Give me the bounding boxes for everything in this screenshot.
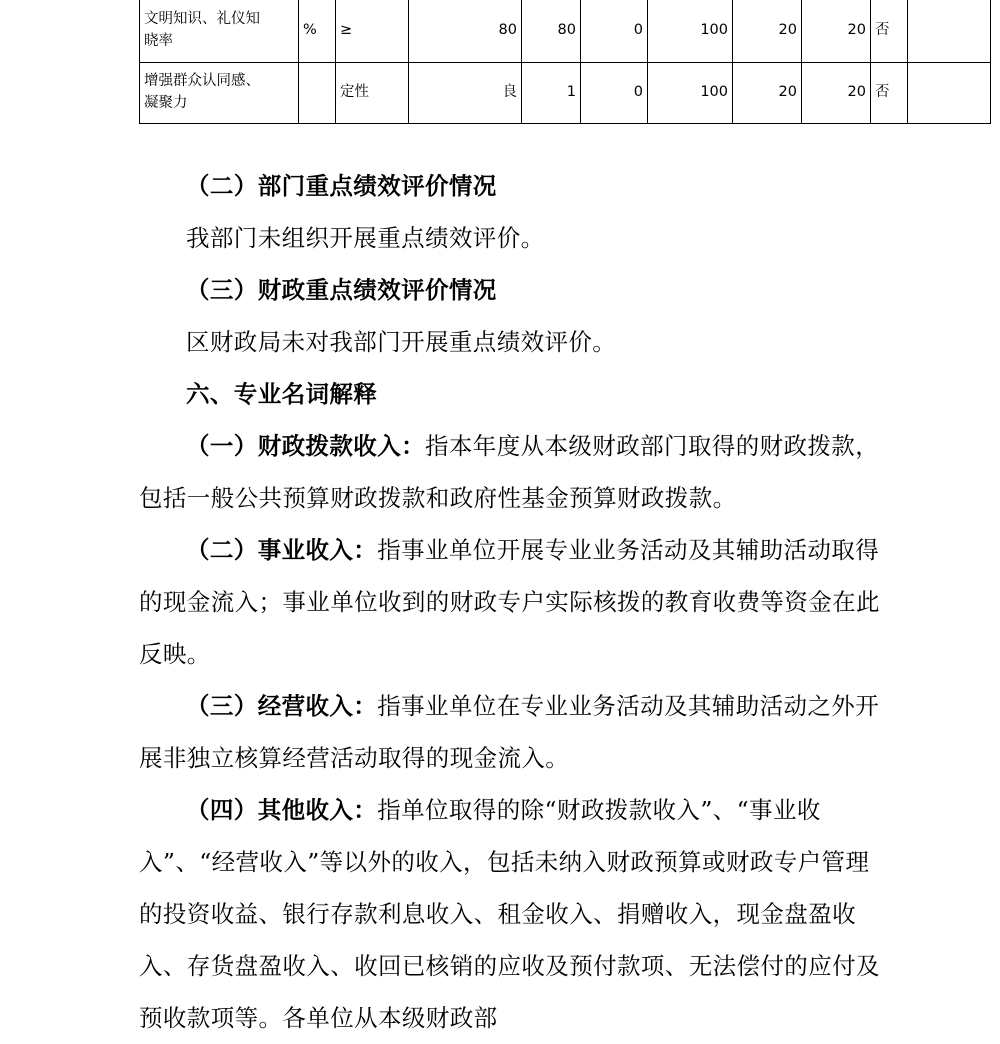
value-cell-4: 20 xyxy=(733,0,802,63)
indicator-name-line-1: 文明知识、礼仪知 xyxy=(144,11,260,28)
section-2-body: 我部门未组织开展重点绩效评价。 xyxy=(186,224,545,252)
unit-cell xyxy=(299,63,336,124)
table-row xyxy=(140,63,991,124)
term-4-text: 指单位取得的除“财政拨款收入”、“事业收入”、“经营收入”等以外的收入，包括未纳入财政预算或财政专户管理的投资收益、银行存款利息收入、租金收入、捐赠收入，现金盘盈收入、存货盘盈收入、收回已核销的应收及预付款项、无法偿付的应付及预收款项等。各单位从本级财政部 xyxy=(139,796,880,1032)
section-six-title: 六、专业名词解释 xyxy=(186,380,378,408)
term-4-label: （四）其他收入： xyxy=(186,796,378,824)
remark-cell xyxy=(908,0,991,63)
remark-cell xyxy=(908,63,991,124)
term-3-text: 指事业单位在专业业务活动及其辅助活动之外开展非独立核算经营活动取得的现金流入。 xyxy=(139,692,880,772)
term-3-label: （三）经营收入： xyxy=(186,692,378,720)
value-cell-2: 0 xyxy=(581,0,648,63)
term-4 xyxy=(139,784,881,1044)
performance-table-container xyxy=(139,0,914,124)
section-2-title: （二）部门重点绩效评价情况 xyxy=(186,172,497,200)
term-1-text: 指本年度从本级财政部门取得的财政拨款，包括一般公共预算财政拨款和政府性基金预算财政拨款。 xyxy=(139,432,880,512)
term-3 xyxy=(139,680,881,784)
section-3-title: （三）财政重点绩效评价情况 xyxy=(186,276,497,304)
symbol-cell: ≥ xyxy=(336,0,409,63)
indicator-name-line-2: 晓率 xyxy=(144,33,173,49)
indicator-name-cell xyxy=(140,63,299,124)
value-cell-1: 1 xyxy=(522,63,581,124)
term-1-label: （一）财政拨款收入： xyxy=(186,432,425,460)
indicator-name-line-2: 凝聚力 xyxy=(144,95,188,111)
unit-cell: % xyxy=(299,0,336,63)
term-2-text: 指事业单位开展专业业务活动及其辅助活动取得的现金流入；事业单位收到的财政专户实际核拨的教育收费等资金在此反映。 xyxy=(139,536,880,668)
value-cell-5: 20 xyxy=(802,63,871,124)
value-cell-5: 20 xyxy=(802,0,871,63)
section-3-body: 区财政局未对我部门开展重点绩效评价。 xyxy=(186,328,617,356)
value-cell-1: 80 xyxy=(522,0,581,63)
symbol-cell: 定性 xyxy=(336,63,409,124)
flag-cell: 否 xyxy=(871,63,908,124)
flag-cell: 否 xyxy=(871,0,908,63)
value-cell-3: 100 xyxy=(648,0,733,63)
term-2-label: （二）事业收入： xyxy=(186,536,378,564)
value-cell-3: 100 xyxy=(648,63,733,124)
value-cell-4: 20 xyxy=(733,63,802,124)
term-1 xyxy=(139,420,881,524)
document-body xyxy=(139,160,881,1044)
indicator-name-cell xyxy=(140,0,299,63)
indicator-name-line-1: 增强群众认同感、 xyxy=(144,73,260,90)
table-row xyxy=(140,0,991,63)
target-value-cell: 80 xyxy=(409,0,522,63)
performance-indicator-table xyxy=(139,0,991,124)
term-2 xyxy=(139,524,881,680)
target-value-cell: 良 xyxy=(409,63,522,124)
value-cell-2: 0 xyxy=(581,63,648,124)
